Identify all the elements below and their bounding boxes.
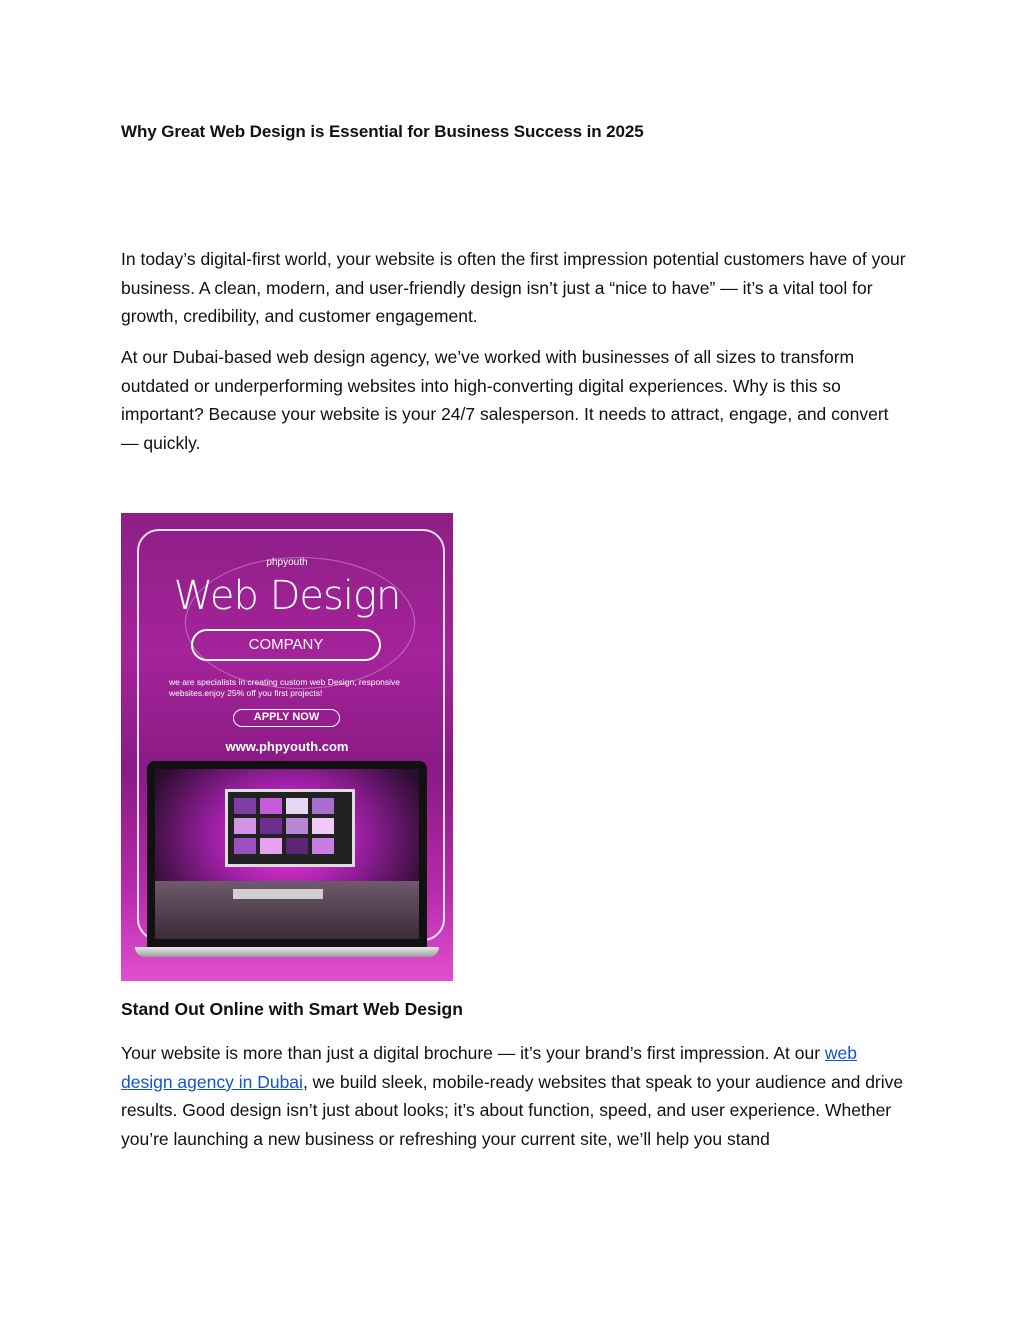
web-design-poster-image [121,513,453,981]
keyboard-illustration [233,889,323,899]
page-title: Why Great Web Design is Essential for Business Success in 2025 [121,122,644,141]
intro-paragraph-1: In today’s digital-first world, your website is often the first impression potential customers have of your business. A clean, modern, and user-friendly design isn’t just a “nice to have” — it’s a vital tool for growth, credibility, and customer engagement. [121,249,906,326]
poster-brand: phpyouth [266,557,308,568]
section-text-before-link: Your website is more than just a digital brochure — it’s your brand’s first impression. At our [121,1043,825,1063]
poster-url: www.phpyouth.com [225,739,349,754]
poster-company-badge: COMPANY [191,629,381,661]
section-paragraph [121,1039,906,1153]
poster-headline: Web Design [173,573,401,619]
laptop-base [135,947,439,957]
laptop-screen [155,769,419,939]
web-design-agency-link[interactable]: web design agency in Dubai [121,1043,858,1092]
poster-apply-button: APPLY NOW [233,709,340,727]
desktop-monitor-illustration [225,789,355,867]
section-text-after-link: , we build sleek, mobile-ready websites that speak to your audience and drive results. Good design isn’t just about looks; it’s about function, speed, and user experience. Whether you’re launching a new business or refreshing your current site, we’ll help you stand [121,1071,904,1149]
section-heading: Stand Out Online with Smart Web Design [121,999,463,1019]
poster-subtitle: we are specialists in creating custom web Design, responsive websites.enjoy 25% off you first projects! [169,677,401,698]
intro-paragraph-2: At our Dubai-based web design agency, we’ve worked with businesses of all sizes to transform outdated or underperforming websites into high-converting digital experiences. Why is this so important? Because your website is your 24/7 salesperson. It needs to attract, engage, and convert — quickly. [121,347,889,453]
laptop-illustration [147,761,427,947]
